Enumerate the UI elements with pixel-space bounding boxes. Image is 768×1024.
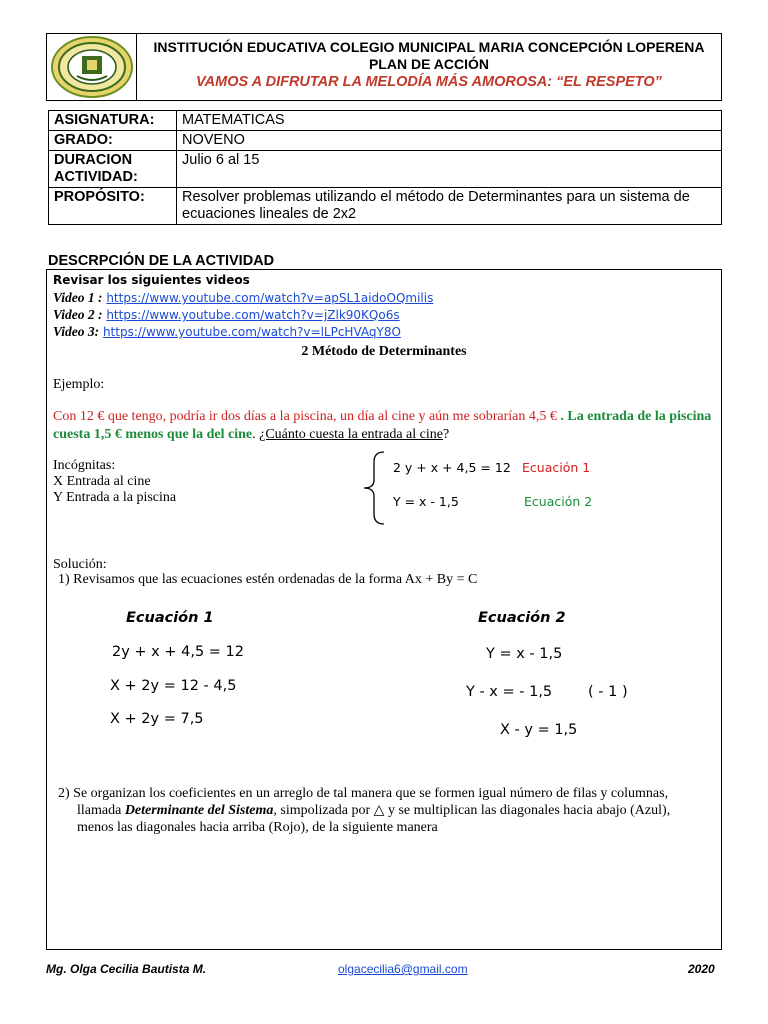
system-eq2: Y = x - 1,5 bbox=[393, 494, 459, 509]
proposito-line-1: Resolver problemas utilizando el método de Determinantes para un sistema de bbox=[182, 189, 690, 205]
system-eq1-label: Ecuación 1 bbox=[522, 460, 591, 475]
problem-green-1: . La entrada de la piscina bbox=[556, 409, 712, 424]
step2-line1: 2) Se organizan los coeficientes en un arreglo de tal manera que se formen igual número de filas y columnas, bbox=[58, 786, 669, 801]
duracion-label bbox=[49, 151, 177, 188]
unknown-y: Y Entrada a la piscina bbox=[53, 490, 177, 505]
motto: VAMOS A DIFRUTAR LA MELODÍA MÁS AMOROSA: “EL RESPETO” bbox=[196, 74, 662, 90]
video-2-link[interactable]: https://www.youtube.com/watch?v=jZlk90KQo6s bbox=[106, 308, 400, 322]
info-row-asignatura bbox=[49, 111, 722, 131]
asignatura-value: MATEMATICAS bbox=[177, 111, 722, 131]
plan-title: PLAN DE ACCIÓN bbox=[368, 56, 490, 72]
info-row-duracion bbox=[49, 151, 722, 188]
method-title: 2 Método de Determinantes bbox=[301, 344, 467, 359]
videos-intro: Revisar los siguientes videos bbox=[53, 273, 250, 287]
col1-line3: X + 2y = 7,5 bbox=[110, 711, 204, 727]
system-eq2-label: Ecuación 2 bbox=[524, 494, 593, 509]
problem-green-2: cuesta 1,5 € menos que la del cine bbox=[53, 427, 253, 442]
section-title: DESCRPCIÓN DE LA ACTIVIDAD bbox=[48, 253, 275, 269]
institution-name: INSTITUCIÓN EDUCATIVA COLEGIO MUNICIPAL MARIA CONCEPCIÓN LOPERENA bbox=[153, 39, 705, 55]
logo-cell bbox=[47, 34, 137, 100]
problem-question: ¿Cuánto cuesta la entrada al cine bbox=[259, 427, 443, 442]
col2-line2-factor: ( - 1 ) bbox=[588, 684, 628, 700]
video-3-link[interactable]: https://www.youtube.com/watch?v=lLPcHVAqY8O bbox=[102, 325, 401, 339]
unknown-x: X Entrada al cine bbox=[53, 474, 151, 489]
system-brace bbox=[360, 450, 388, 526]
video-3-label: Video 3: bbox=[53, 324, 100, 339]
proposito-value bbox=[177, 188, 722, 225]
duracion-label-2: ACTIVIDAD: bbox=[54, 169, 138, 185]
solution-title: Solución: bbox=[53, 557, 107, 572]
footer-author: Mg. Olga Cecilia Bautista M. bbox=[46, 962, 207, 976]
video-1-label: Video 1 : bbox=[53, 290, 103, 305]
document-header bbox=[46, 33, 722, 101]
col2-line1: Y = x - 1,5 bbox=[486, 646, 563, 662]
duracion-value: Julio 6 al 15 bbox=[177, 151, 722, 188]
info-table bbox=[48, 110, 722, 225]
col1-line2: X + 2y = 12 - 4,5 bbox=[110, 678, 237, 694]
footer-email[interactable]: olgacecilia6@gmail.com bbox=[338, 962, 468, 976]
unknowns-title: Incógnitas: bbox=[53, 458, 116, 473]
system-eq1: 2 y + x + 4,5 = 12 bbox=[393, 460, 511, 475]
video-1-row bbox=[53, 290, 433, 306]
step2-line2a: llamada bbox=[77, 803, 125, 818]
video-3-row bbox=[53, 324, 401, 340]
duracion-label-1: DURACION bbox=[54, 152, 133, 168]
problem-red-text: Con 12 € que tengo, podría ir dos días a la piscina, un día al cine y aún me sobrarían 4,5 € bbox=[53, 409, 557, 424]
example-label: Ejemplo: bbox=[53, 377, 105, 392]
solution-step2 bbox=[58, 785, 722, 836]
unknowns bbox=[53, 458, 176, 506]
step2-determinant-term: Determinante del Sistema bbox=[124, 803, 274, 818]
proposito-label: PROPÓSITO: bbox=[49, 188, 177, 225]
problem-statement bbox=[53, 408, 718, 444]
col1-title: Ecuación 1 bbox=[126, 610, 214, 626]
col2-line3: X - y = 1,5 bbox=[500, 722, 578, 738]
question-prefix: . bbox=[252, 427, 260, 442]
school-logo bbox=[47, 34, 137, 100]
video-2-label: Video 2 : bbox=[53, 307, 103, 322]
step2-line2c: , simpolizada por △ y se multiplican las diagonales hacia abajo (Azul), bbox=[273, 803, 671, 818]
col1-line1: 2y + x + 4,5 = 12 bbox=[112, 644, 245, 660]
col2-title: Ecuación 2 bbox=[478, 610, 566, 626]
grado-label: GRADO: bbox=[49, 131, 177, 151]
step2-line3: menos las diagonales hacia arriba (Rojo), de la siguiente manera bbox=[77, 820, 438, 835]
grado-value: NOVENO bbox=[177, 131, 722, 151]
proposito-line-2: ecuaciones lineales de 2x2 bbox=[182, 206, 357, 222]
video-2-row bbox=[53, 307, 400, 323]
footer-year: 2020 bbox=[688, 962, 715, 976]
step2-line2 bbox=[77, 802, 722, 819]
info-row-grado bbox=[49, 131, 722, 151]
info-row-proposito bbox=[49, 188, 722, 225]
video-1-link[interactable]: https://www.youtube.com/watch?v=apSL1aidoOQmilis bbox=[106, 291, 434, 305]
question-suffix: ? bbox=[442, 427, 450, 442]
asignatura-label: ASIGNATURA: bbox=[49, 111, 177, 131]
solution-step1: 1) Revisamos que las ecuaciones estén ordenadas de la forma Ax + By = C bbox=[58, 572, 478, 587]
col2-line2: Y - x = - 1,5 bbox=[466, 684, 553, 700]
